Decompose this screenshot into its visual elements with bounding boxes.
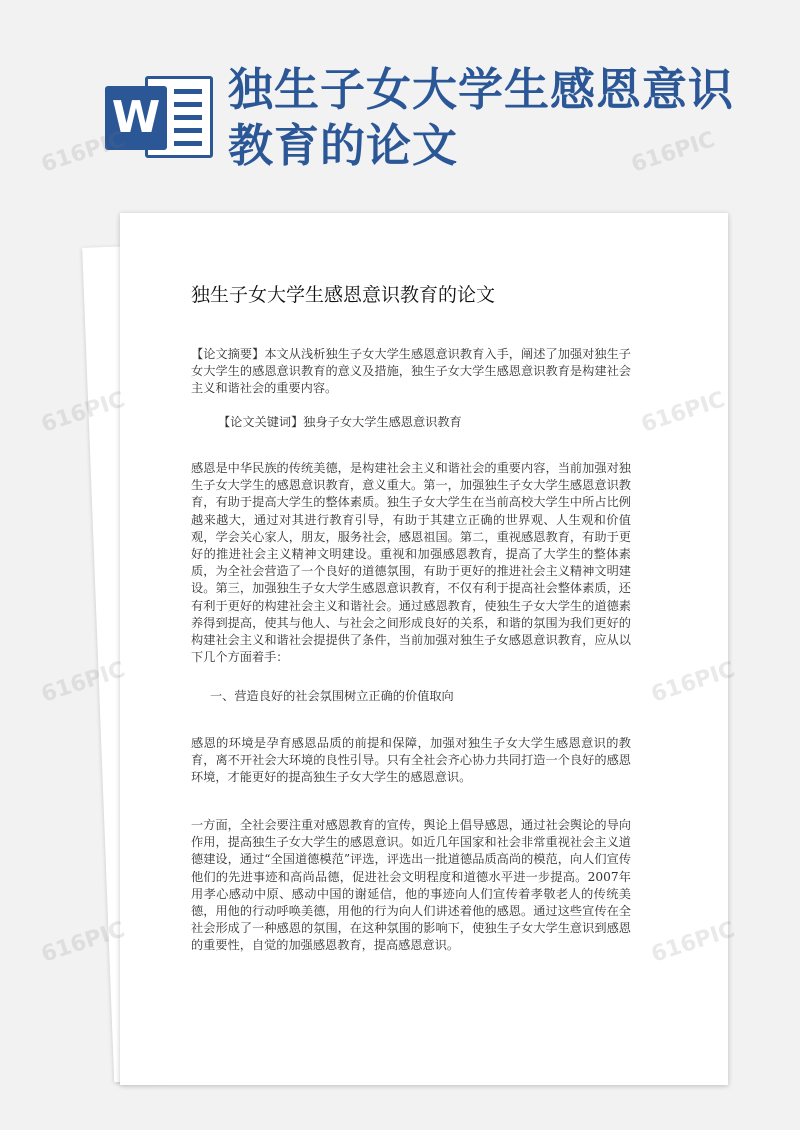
watermark: 616PIC [38, 917, 129, 968]
header-title: 独生子女大学生感恩意识教育的论文 [228, 63, 735, 172]
word-document-icon [105, 68, 215, 164]
document-title: 独生子女大学生感恩意识教育的论文 [191, 284, 496, 306]
watermark: 616PIC [38, 127, 129, 178]
body-paragraph: 感恩的环境是孕育感恩品质的前提和保障，加强对独生子女大学生感恩意识的教育，离不开社会大环境的良性引导。只有全社会齐心协力共同打造一个良好的感恩环境，才能更好的提高独生子女大学生的感恩意识。 [191, 736, 631, 785]
abstract-paragraph: 【论文摘要】本文从浅析独生子女大学生感恩意识教育入手，阐述了加强对独生子女大学生的感恩意识教育的意义及措施，独生子女大学生感恩意识教育是构建社会主义和谐社会的重要内容。 [191, 347, 631, 396]
body-paragraph: 一方面，全社会要注重对感恩教育的宣传，舆论上倡导感恩，通过社会舆论的导向作用，提高独生子女大学生的感恩意识。如近几年国家和社会非常重视社会主义道德建设，通过“全国道德模范”评选，评选出一批道德品质高尚的模范，向人们宣传他们的先进事迹和高尚品德，促进社会文明程度和道德水平进一步提高。2007年用孝心感动中原、感动中国的谢延信，他的事迹向人们宣传着孝敬老人的传统美德，用他的行动呼唤美德，用他的行为向人们讲述着他的感恩。通过这些宣传在全社会形成了一种感恩的氛围，在这种氛围的影响下，使独生子女大学生意识到感恩的重要性，自觉的加强感恩教育，提高感恩意识。 [191, 818, 631, 953]
word-logo-badge: W [105, 86, 167, 150]
watermark: 616PIC [628, 127, 719, 178]
watermark: 616PIC [38, 387, 129, 438]
section-heading: 一、营造良好的社会氛围树立正确的价值取向 [210, 689, 454, 703]
keywords-paragraph: 【论文关键词】独身子女大学生感恩意识教育 [218, 415, 462, 429]
watermark: 616PIC [38, 657, 129, 708]
body-paragraph: 感恩是中华民族的传统美德，是构建社会主义和谐社会的重要内容，当前加强对独生子女大学生的感恩意识教育，意义重大。第一，加强独生子女大学生感恩意识教育，有助于提高大学生的整体素质。独生子女大学生在当前高校大学生中所占比例越来越大，通过对其进行教育引导，有助于其建立正确的世界观、人生观和价值观，学会关心家人，朋友，服务社会，感恩祖国。第二，重视感恩教育，有助于更好的推进社会主义精神文明建设。重视和加强感恩教育，提高了大学生的整体素质，为全社会营造了一个良好的道德氛围，有助于更好的推进社会主义精神文明建设。第三，加强独生子女大学生感恩意识教育，不仅有利于提高社会整体素质，还有利于更好的构建社会主义和谐社会。通过感恩教育，使独生子女大学生的道德素养得到提高，使其与他人、与社会之间形成良好的关系，和谐的氛围为我们更好的构建社会主义和谐社会提提供了条件，当前加强对独生子女感恩意识教育，应从以下几个方面着手： [191, 461, 631, 665]
